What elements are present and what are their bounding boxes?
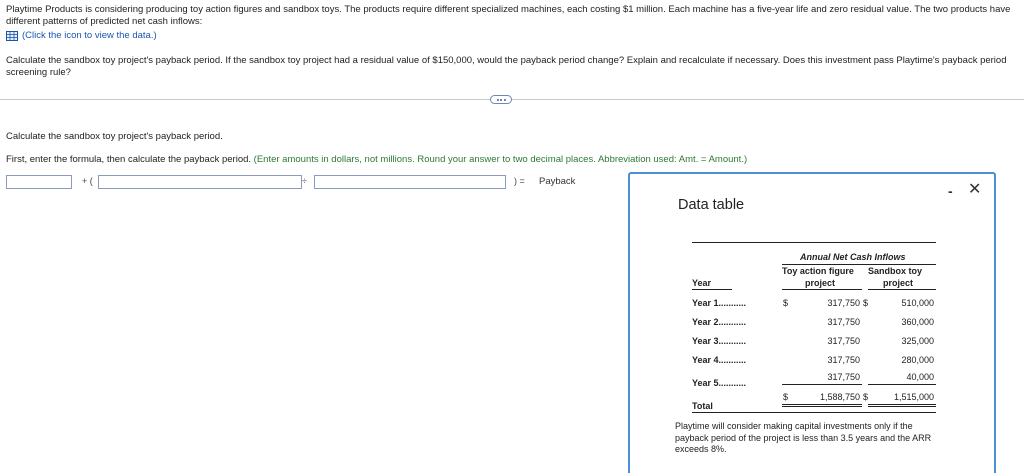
row-label: Year 2...........	[692, 317, 747, 327]
instructions	[6, 154, 747, 165]
formula-input-3[interactable]	[314, 175, 506, 189]
col-sandbox-line2: project	[883, 278, 914, 288]
view-data-label[interactable]: (Click the icon to view the data.)	[22, 30, 157, 41]
dollar-sign: $	[863, 392, 869, 402]
toy-value: 317,750	[827, 355, 860, 365]
formula-input-2[interactable]	[98, 175, 302, 189]
col-year: Year	[692, 278, 712, 288]
col-toy-line2: project	[805, 278, 836, 288]
close-equals: ) =	[514, 176, 525, 186]
dialog-title: Data table	[678, 197, 745, 213]
instruction-hint: (Enter amounts in dollars, not millions. Round your answer to two decimal places. Abbreviation used: Amt. = Amount.)	[253, 154, 748, 165]
dollar-sign: $	[783, 392, 789, 402]
instruction-text: First, enter the formula, then calculate the payback period.	[6, 154, 252, 165]
toy-total: 1,588,750	[819, 392, 860, 402]
dialog-note: Playtime will consider making capital investments only if the payback period of the project is less than 3.5 years and the ARR exceeds 8%.	[675, 421, 932, 454]
table-top-rule	[692, 242, 936, 243]
toy-value: 317,750	[827, 298, 860, 308]
sandbox-value: 510,000	[901, 298, 934, 308]
col-toy-line1: Toy action figure	[782, 266, 854, 276]
row-label: Year 3...........	[692, 336, 747, 346]
row-label: Year 1...........	[692, 298, 747, 308]
row-label: Year 5...........	[692, 378, 747, 388]
sandbox-value: 280,000	[901, 355, 934, 365]
data-table-dialog	[628, 172, 996, 473]
minimize-icon[interactable]: -	[948, 183, 953, 199]
expand-button[interactable]	[490, 95, 512, 104]
payback-label: Payback	[539, 176, 576, 187]
toy-value: 317,750	[827, 317, 860, 327]
dollar-sign: $	[783, 298, 789, 308]
close-icon[interactable]: ✕	[968, 181, 982, 198]
section-divider	[0, 99, 1024, 100]
view-data-link[interactable]	[6, 30, 157, 41]
formula-input-1[interactable]	[6, 175, 72, 189]
formula-row	[6, 175, 586, 189]
toy-value: 317,750	[827, 336, 860, 346]
toy-value: 317,750	[827, 372, 860, 382]
sandbox-value: 40,000	[906, 372, 934, 382]
question-text: Calculate the sandbox toy project's payback period. If the sandbox toy project had a residual value of $150,000, would the payback period change? Explain and recalculate if necessary. Does this investment pass Playtime's payback period screening rule?	[6, 55, 1007, 78]
sandbox-value: 325,000	[901, 336, 934, 346]
sandbox-total: 1,515,000	[893, 392, 934, 402]
table-bottom-rule	[692, 412, 936, 413]
sub-question: Calculate the sandbox toy project's payback period.	[6, 131, 223, 142]
dollar-sign: $	[863, 298, 869, 308]
col-sandbox-line1: Sandbox toy	[868, 266, 923, 276]
group-header: Annual Net Cash Inflows	[800, 252, 906, 262]
sandbox-value: 360,000	[901, 317, 934, 327]
total-label: Total	[692, 401, 713, 411]
problem-statement: Playtime Products is considering producing toy action figures and sandbox toys. The products require different specialized machines, each costing $1 million. Each machine has a five-year life and zero residual value. The two products have different patterns of predicted net cash inflows:	[6, 4, 1011, 27]
grid-table-icon[interactable]	[6, 31, 18, 41]
divide-sign: ÷	[302, 176, 307, 186]
plus-paren: + (	[82, 176, 93, 186]
row-label: Year 4...........	[692, 355, 747, 365]
ellipsis-icon	[497, 99, 499, 101]
